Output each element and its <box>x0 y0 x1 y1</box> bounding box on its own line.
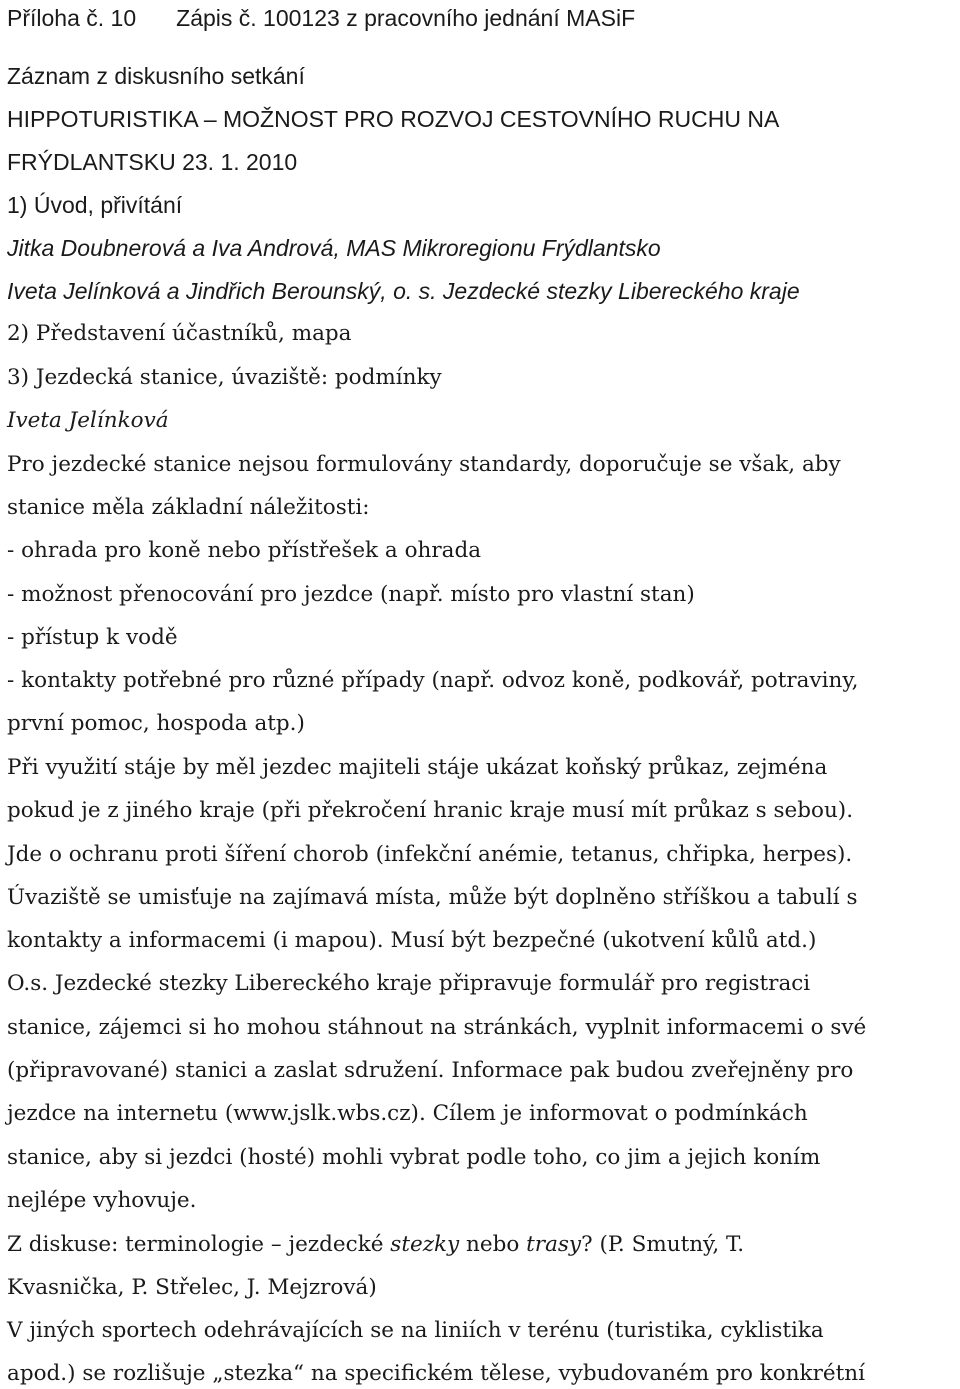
body-line: stanice měla základní náležitosti: <box>7 495 370 520</box>
section-3-speaker: Iveta Jelínková <box>7 408 169 433</box>
body-line: jezdce na internetu (www.jslk.wbs.cz). Cílem je informovat o podmínkách <box>7 1101 808 1126</box>
minutes-label: Zápis č. 100123 z pracovního jednání MASiF <box>176 5 636 31</box>
section-2-title: 2) Představení účastníků, mapa <box>7 321 352 346</box>
event-title-line-2: FRÝDLANTSKU 23. 1. 2010 <box>7 149 298 175</box>
body-line: (připravované) stanici a zaslat sdružení. Informace pak budou zveřejněny pro <box>7 1058 854 1083</box>
body-line: kontakty a informacemi (i mapou). Musí být bezpečné (ukotvení kůlů atd.) <box>7 928 817 953</box>
body-line: Úvaziště se umisťuje na zajímavá místa, může být doplněno stříškou a tabulí s <box>7 885 858 910</box>
body-line: apod.) se rozlišuje „stezka“ na specifickém tělese, vybudovaném pro konkrétní <box>7 1361 865 1386</box>
discussion-text: nebo <box>459 1232 527 1257</box>
discussion-text: ? (P. Smutný, T. <box>581 1232 745 1257</box>
body-line: Kvasnička, P. Střelec, J. Mejzrová) <box>7 1275 377 1300</box>
list-item: - ohrada pro koně nebo přístřešek a ohrada <box>7 538 482 563</box>
term-stezky: stezky <box>390 1232 460 1257</box>
section-1-speaker-1: Jitka Doubnerová a Iva Andrová, MAS Mikroregionu Frýdlantsko <box>7 235 661 261</box>
list-item: - kontakty potřebné pro různé případy (např. odvoz koně, podkovář, potraviny, <box>7 668 859 693</box>
body-line: stanice, zájemci si ho mohou stáhnout na stránkách, vyplnit informacemi o své <box>7 1015 867 1040</box>
header-line <box>7 3 960 33</box>
discussion-line <box>7 1230 960 1260</box>
attachment-label: Příloha č. 10 <box>7 5 137 31</box>
event-title-line-1: HIPPOTURISTIKA – MOŽNOST PRO ROZVOJ CESTOVNÍHO RUCHU NA <box>7 106 780 132</box>
body-line: Jde o ochranu proti šíření chorob (infekční anémie, tetanus, chřipka, herpes). <box>7 842 853 867</box>
body-line: první pomoc, hospoda atp.) <box>7 711 305 736</box>
discussion-text: Z diskuse: terminologie – jezdecké <box>7 1232 391 1257</box>
term-trasy: trasy <box>526 1232 582 1257</box>
body-line: Pro jezdecké stanice nejsou formulovány standardy, doporučuje se však, aby <box>7 452 841 477</box>
section-1-speaker-2: Iveta Jelínková a Jindřich Berounský, o. s. Jezdecké stezky Libereckého kraje <box>7 278 800 304</box>
body-line: V jiných sportech odehrávajících se na liniích v terénu (turistika, cyklistika <box>7 1318 824 1343</box>
section-3-title: 3) Jezdecká stanice, úvaziště: podmínky <box>7 365 442 390</box>
record-title: Záznam z diskusního setkání <box>7 63 305 89</box>
body-line: nejlépe vyhovuje. <box>7 1188 197 1213</box>
section-1-title: 1) Úvod, přivítání <box>7 192 183 218</box>
list-item: - přístup k vodě <box>7 625 178 650</box>
body-line: stanice, aby si jezdci (hosté) mohli vybrat podle toho, co jim a jejich koním <box>7 1145 821 1170</box>
body-line: pokud je z jiného kraje (při překročení hranic kraje musí mít průkaz s sebou). <box>7 798 854 823</box>
body-line: Při využití stáje by měl jezdec majiteli stáje ukázat koňský průkaz, zejména <box>7 755 828 780</box>
body-line: O.s. Jezdecké stezky Libereckého kraje připravuje formulář pro registraci <box>7 971 811 996</box>
list-item: - možnost přenocování pro jezdce (např. místo pro vlastní stan) <box>7 582 695 607</box>
